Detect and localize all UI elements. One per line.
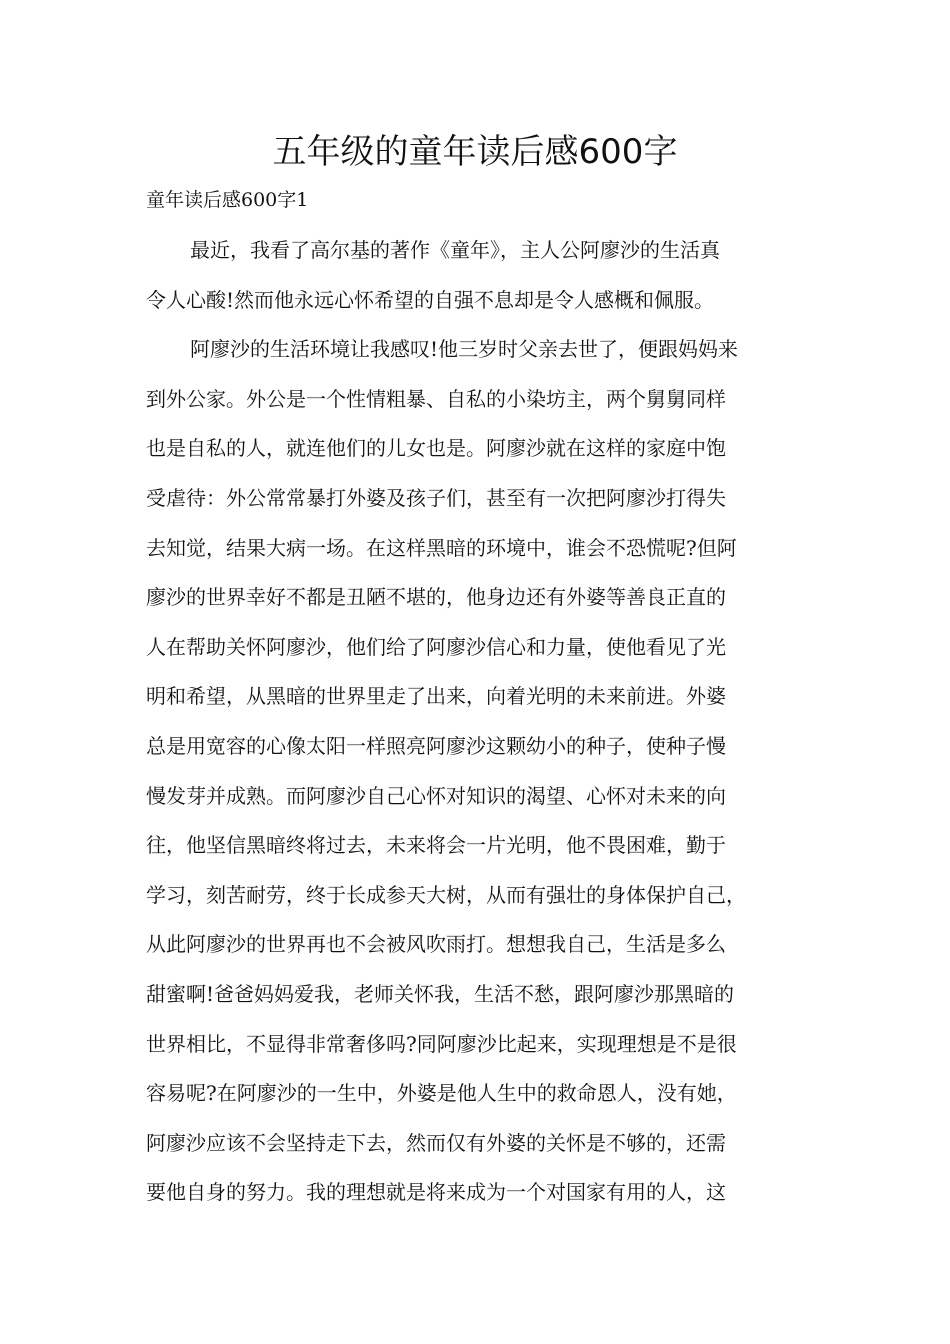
text-line: 去知觉，结果大病一场。在这样黑暗的环境中，谁会不恐慌呢?但阿: [146, 535, 737, 560]
text-line: 到外公家。外公是一个性情粗暴、自私的小染坊主，两个舅舅同样: [146, 386, 726, 411]
text-line: 明和希望，从黑暗的世界里走了出来，向着光明的未来前进。外婆: [146, 684, 726, 709]
text-line: 廖沙的世界幸好不都是丑陋不堪的，他身边还有外婆等善良正直的: [146, 585, 726, 610]
text-line: 从此阿廖沙的世界再也不会被风吹雨打。想想我自己，生活是多么: [146, 932, 726, 957]
text-line: 令人心酸!然而他永远心怀希望的自强不息却是令人感概和佩服。: [146, 287, 715, 312]
section-heading: 童年读后感600字1: [146, 189, 309, 211]
text-line: 往，他坚信黑暗终将过去，未来将会一片光明，他不畏困难，勤于: [146, 833, 726, 858]
text-line: 要他自身的努力。我的理想就是将来成为一个对国家有用的人，这: [146, 1180, 726, 1205]
text-line: 人在帮助关怀阿廖沙，他们给了阿廖沙信心和力量，使他看见了光: [146, 634, 726, 659]
text-line: 阿廖沙应该不会坚持走下去，然而仅有外婆的关怀是不够的，还需: [146, 1130, 726, 1155]
text-line: 受虐待：外公常常暴打外婆及孩子们，甚至有一次把阿廖沙打得失: [146, 485, 726, 510]
text-line: 学习，刻苦耐劳，终于长成参天大树，从而有强壮的身体保护自己，: [146, 882, 746, 907]
text-line: 慢发芽并成熟。而阿廖沙自己心怀对知识的渴望、心怀对未来的向: [146, 783, 726, 808]
document-title: 五年级的童年读后感600字: [272, 132, 678, 172]
text-line: 阿廖沙的生活环境让我感叹!他三岁时父亲去世了，便跟妈妈来: [190, 337, 739, 362]
text-line: 世界相比，不显得非常奢侈吗?同阿廖沙比起来，实现理想是不是很: [146, 1031, 737, 1056]
body-text: [146, 234, 826, 1226]
text-line: 总是用宽容的心像太阳一样照亮阿廖沙这颗幼小的种子，使种子慢: [146, 733, 726, 758]
text-line: 容易呢?在阿廖沙的一生中，外婆是他人生中的救命恩人，没有她，: [146, 1081, 737, 1106]
text-line: 最近，我看了高尔基的著作《童年》，主人公阿廖沙的生活真: [190, 238, 720, 262]
text-line: 甜蜜啊!爸爸妈妈爱我，老师关怀我，生活不愁，跟阿廖沙那黑暗的: [146, 981, 735, 1006]
text-line: 也是自私的人，就连他们的儿女也是。阿廖沙就在这样的家庭中饱: [146, 436, 726, 461]
